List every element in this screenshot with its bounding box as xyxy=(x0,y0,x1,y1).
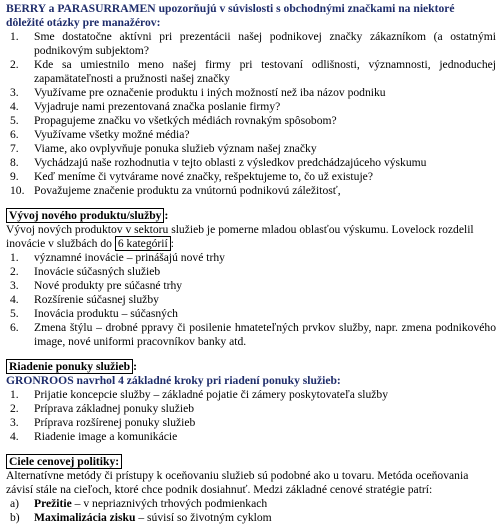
innovation-category-item xyxy=(6,321,496,349)
price-heading xyxy=(6,454,496,469)
brand-question-item-text: Využívame pre označenie produktu i iných možností než iba názov podniku xyxy=(34,86,386,99)
price-strategy-item-number: b) xyxy=(10,511,20,524)
management-steps-list xyxy=(6,388,496,444)
innovation-category-item-text: Rozšírenie súčasnej služby xyxy=(34,293,159,306)
innovation-category-item-text: významné inovácie – prinášajú nové trhy xyxy=(34,251,225,264)
price-strategy-item-description: – v nepriaznivých trhových podmienkach xyxy=(71,497,268,510)
new-products-heading-text: Vývoj nového produktu/služby xyxy=(6,208,164,223)
brand-question-item xyxy=(6,30,496,58)
new-products-heading xyxy=(6,208,496,223)
innovation-category-item-text: Inovácie súčasných služieb xyxy=(34,265,161,278)
brand-question-item-text: Kde sa umiestnilo meno našej firmy pri testovaní odlišnosti, významnosti, jednoduchej zapamätateľnosti a pružnosti našej značky xyxy=(34,58,496,85)
brand-question-item-text: Sme dostatočne aktívni pri prezentácii našej podnikovej značky zákazníkom (a ostatnými podnikovým subjektom? xyxy=(34,30,496,57)
management-step-item-number: 1. xyxy=(10,388,19,401)
brand-question-item xyxy=(6,114,496,128)
brand-question-item-text: Považujeme značenie produktu za vnútornú podnikovú záležitosť, xyxy=(34,184,341,197)
management-heading xyxy=(6,359,496,374)
brand-question-item xyxy=(6,128,496,142)
brand-question-item-number: 7. xyxy=(10,142,19,155)
price-paragraph-line1: Alternatívne metódy či prístupy k oceňovaniu služieb sú podobné ako u tovaru. Metóda oceňovania xyxy=(6,469,469,482)
management-step-item xyxy=(6,430,496,444)
management-step-item-number: 4. xyxy=(10,430,19,443)
brand-question-item-number: 4. xyxy=(10,100,19,113)
brand-question-item-text: Vychádzajú naše rozhodnutia v tejto oblasti z výsledkov predchádzajúceho výskumu xyxy=(34,156,427,169)
brand-question-item-number: 5. xyxy=(10,114,19,127)
categories-count-box: 6 kategórií xyxy=(115,236,171,251)
brand-question-item-text: Viame, ako ovplyvňuje ponuka služieb význam našej značky xyxy=(34,142,317,155)
innovation-category-item xyxy=(6,251,496,265)
price-strategy-item-text xyxy=(34,497,496,511)
management-step-item xyxy=(6,416,496,430)
brand-question-item-number: 10. xyxy=(10,184,25,197)
innovation-category-item-number: 3. xyxy=(10,279,19,292)
management-step-item-number: 3. xyxy=(10,416,19,429)
innovation-categories-list xyxy=(6,251,496,349)
intro-heading xyxy=(6,2,496,16)
innovation-category-item-text: Inovácia produktu – súčasných xyxy=(34,307,178,320)
price-strategies-list xyxy=(6,497,496,525)
brand-question-item xyxy=(6,156,496,170)
new-products-paragraph-colon: : xyxy=(170,237,174,250)
management-step-item-text: Prijatie koncepcie služby – základné pojatie či zámery poskytovateľa služby xyxy=(34,388,389,401)
price-paragraph-line2: závisí stále na cieľoch, ktoré chce podnik dosiahnuť. Medzi základné cenové stratégie patrí: xyxy=(6,483,433,496)
intro-authors: BERRY a PARASURRAMEN xyxy=(6,2,156,15)
innovation-category-item xyxy=(6,307,496,321)
management-step-item-number: 2. xyxy=(10,402,19,415)
intro-line1-rest: upozorňujú v súvislosti s obchodnými značkami na niektoré xyxy=(155,2,455,15)
innovation-category-item-number: 1. xyxy=(10,251,19,264)
innovation-category-item-number: 5. xyxy=(10,307,19,320)
management-heading-colon: : xyxy=(133,360,137,373)
price-strategy-item-description: – súvisí so životným cyklom xyxy=(135,511,272,524)
price-strategy-item-number: a) xyxy=(10,497,20,510)
brand-question-item-number: 1. xyxy=(10,30,19,43)
management-step-item xyxy=(6,402,496,416)
innovation-category-item xyxy=(6,265,496,279)
brand-question-item xyxy=(6,184,496,198)
brand-question-item-number: 3. xyxy=(10,86,19,99)
brand-question-item xyxy=(6,170,496,184)
management-step-item xyxy=(6,388,496,402)
new-products-paragraph-line2 xyxy=(6,237,496,251)
innovation-category-item-text: Zmena štýlu – drobné ppravy či posilenie hmateteľných prvkov služby, napr. zmena podnikového image, nové uniformi pracovníkov banky atd. xyxy=(34,321,496,348)
innovation-category-item-number: 2. xyxy=(10,265,19,278)
brand-question-item-text: Využívame všetky možné média? xyxy=(34,128,190,141)
price-strategy-item-term: Prežitie xyxy=(34,497,72,510)
new-products-heading-colon: : xyxy=(164,209,169,222)
brand-question-item-number: 2. xyxy=(10,58,19,71)
brand-question-item xyxy=(6,142,496,156)
new-products-paragraph-part: inovácie v službách do xyxy=(6,237,115,250)
brand-question-item-number: 9. xyxy=(10,170,19,183)
management-step-item-text: Riadenie image a komunikácie xyxy=(34,430,178,443)
innovation-category-item xyxy=(6,293,496,307)
brand-questions-list xyxy=(6,30,496,198)
innovation-category-item-text: Nové produkty pre súčasné trhy xyxy=(34,279,183,292)
management-subheading: GRONROOS navrhol 4 základné kroky pri riadení ponuky služieb: xyxy=(6,374,341,387)
brand-question-item-text: Propagujeme značku vo všetkých médiách rovnakým spôsobom? xyxy=(34,114,337,127)
innovation-category-item-number: 4. xyxy=(10,293,19,306)
brand-question-item-number: 8. xyxy=(10,156,19,169)
price-strategy-item-term: Maximalizácia zisku xyxy=(34,511,136,524)
price-heading-text: Ciele cenovej politiky: xyxy=(6,454,122,469)
brand-question-item-number: 6. xyxy=(10,128,19,141)
brand-question-item xyxy=(6,100,496,114)
brand-question-item-text: Vyjadruje nami prezentovaná značka poslanie firmy? xyxy=(34,100,281,113)
new-products-paragraph-line1: Vývoj nových produktov v sektoru služieb je pomerne mladou oblasťou výskumu. Lovelock rozdelil xyxy=(6,223,474,236)
innovation-category-item-number: 6. xyxy=(10,321,19,334)
management-step-item-text: Príprava základnej ponuky služieb xyxy=(34,402,195,415)
brand-question-item xyxy=(6,58,496,86)
brand-question-item xyxy=(6,86,496,100)
management-heading-text: Riadenie ponuky služieb xyxy=(6,359,133,374)
price-strategy-item-text xyxy=(34,511,496,525)
management-step-item-text: Príprava rozšírenej ponuky služieb xyxy=(34,416,196,429)
price-strategy-item xyxy=(6,511,496,525)
price-strategy-item xyxy=(6,497,496,511)
brand-question-item-text: Keď meníme či vytvárame nové značky, rešpektujeme to, čo už existuje? xyxy=(34,170,373,183)
intro-heading-line2: dôležité otázky pre manažérov: xyxy=(6,16,161,29)
innovation-category-item xyxy=(6,279,496,293)
